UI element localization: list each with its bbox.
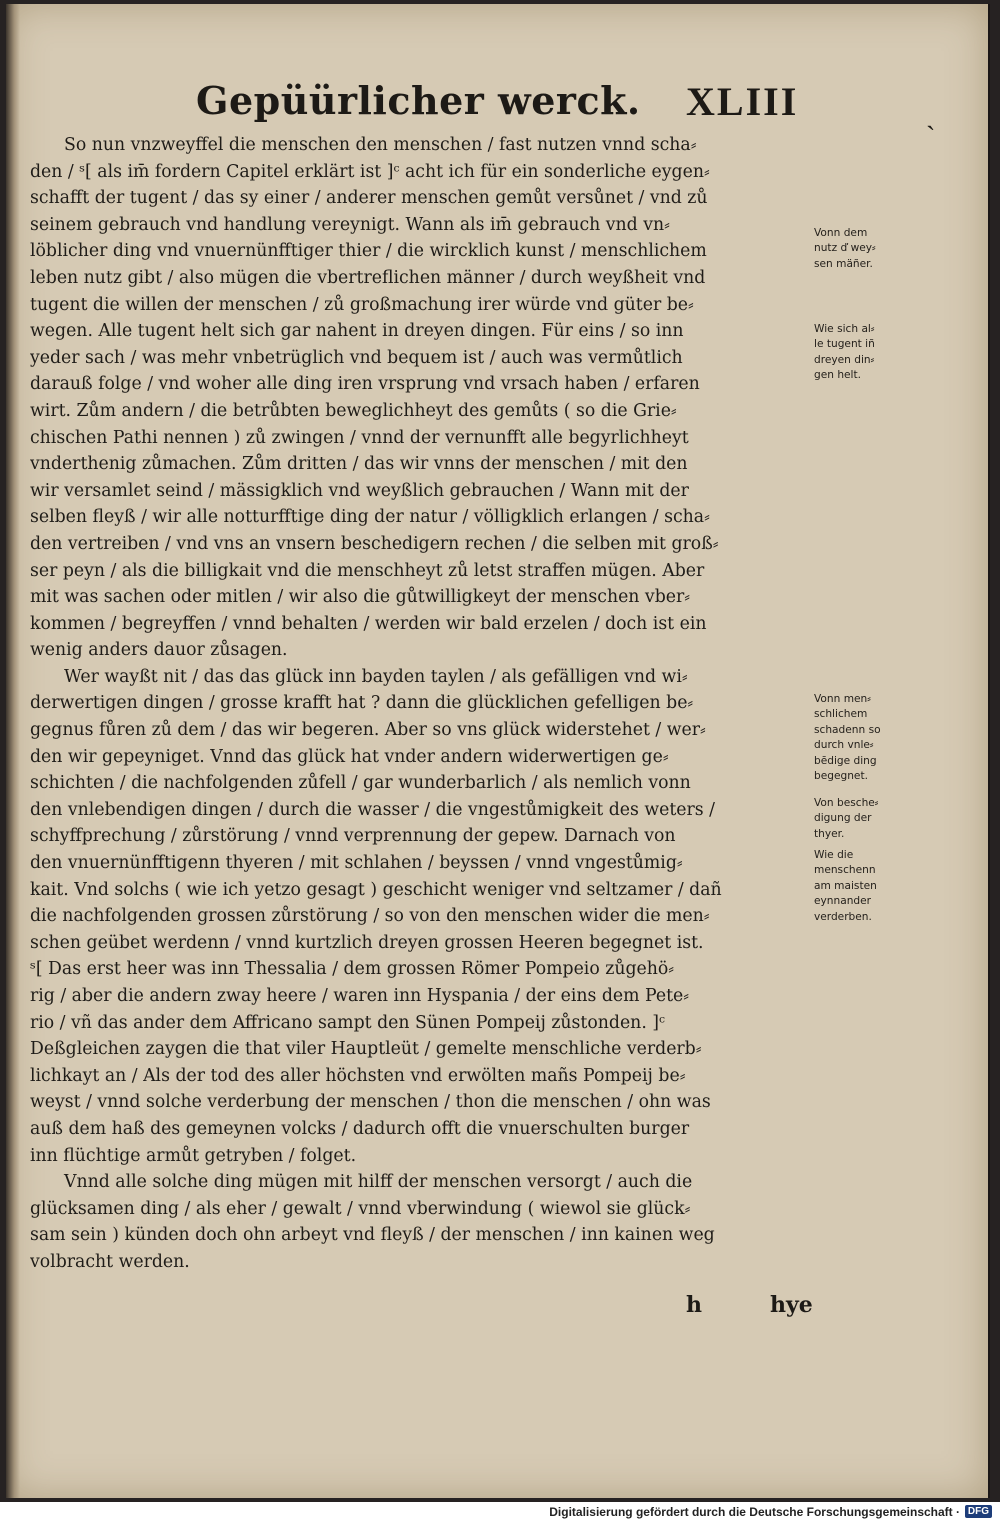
text-line: yeder sach / was mehr vnbetrüglich vnd bequem ist / auch was vermůtlich bbox=[30, 347, 683, 368]
margin-note-line: eynnander bbox=[814, 895, 872, 908]
margin-note-line: menschenn bbox=[814, 864, 876, 877]
text-line: den vnlebendigen dingen / durch die wasser / die vngestůmigkeit des weters / bbox=[30, 799, 715, 820]
text-line: rio / vñ das ander dem Affricano sampt den Sünen Pompeij zůstonden. ]ᶜ bbox=[30, 1012, 666, 1033]
footer-credit-text: Digitalisierung gefördert durch die Deutsche Forschungsgemeinschaft · bbox=[549, 1505, 960, 1519]
text-line: den wir gepeyniget. Vnnd das glück hat vnder andern widerwertigen ge⸗ bbox=[30, 746, 669, 767]
text-line: löblicher ding vnd vnuernünfftiger thier / die wircklich kunst / menschlichem bbox=[30, 241, 707, 262]
margin-note bbox=[814, 226, 914, 272]
text-line: Vnnd alle solche ding mügen mit hilff der menschen versorgt / auch die bbox=[64, 1172, 693, 1193]
running-head: Gepüürlicher werck. bbox=[196, 78, 641, 123]
text-line: den / ˢ[ als im̄ fordern Capitel erklärt ist ]ᶜ acht ich für ein sonderliche eygen⸗ bbox=[30, 161, 710, 182]
text-line: inn flüchtige armůt getryben / folget. bbox=[30, 1145, 357, 1166]
footer-bar bbox=[0, 1502, 1000, 1523]
margin-note-line: schadenn so bbox=[814, 723, 881, 736]
text-line: gegnus fůren zů dem / das wir begeren. Aber so vns glück widerstehet / wer⸗ bbox=[30, 720, 706, 741]
text-line: schichten / die nachfolgenden zůfell / gar wunderbarlich / als nemlich vonn bbox=[30, 773, 691, 794]
text-line: seinem gebrauch vnd handlung vereynigt. Wann als im̄ gebrauch vnd vn⸗ bbox=[30, 214, 670, 235]
margin-note bbox=[814, 322, 914, 384]
page-gutter-shadow bbox=[6, 4, 20, 1498]
text-line: volbracht werden. bbox=[30, 1251, 190, 1272]
margin-note bbox=[814, 692, 914, 784]
margin-note-line: thyer. bbox=[814, 827, 845, 840]
margin-note-line: verderben. bbox=[814, 910, 872, 923]
folio-number: XLIII bbox=[686, 79, 799, 124]
body-text bbox=[30, 132, 806, 1276]
text-line: schen geübet werdenn / vnnd kurtzlich dreyen grossen Heeren begegnet ist. bbox=[30, 932, 704, 953]
text-line: Wer wayßt nit / das das glück inn bayden taylen / als gefälligen vnd wi⸗ bbox=[64, 666, 688, 687]
text-line: darauß folge / vnd woher alle ding iren vrsprung vnd vrsach haben / erfaren bbox=[30, 374, 700, 395]
text-line: rig / aber die andern zway heere / waren inn Hyspania / der eins dem Pete⸗ bbox=[30, 986, 690, 1006]
margin-note-line: nutz ď wey⸗ bbox=[814, 242, 876, 255]
text-line: den vertreiben / vnd vns an vnsern beschedigern rechen / die selben mit groß⸗ bbox=[30, 533, 719, 554]
margin-note-line: Wie die bbox=[814, 849, 854, 861]
text-line: So nun vnzweyffel die menschen den menschen / fast nutzen vnnd scha⸗ bbox=[64, 135, 697, 155]
text-line: den vnuernünfftigenn thyeren / mit schlahen / beyssen / vnnd vngestůmig⸗ bbox=[30, 853, 683, 874]
margin-note-line: schlichem bbox=[814, 708, 868, 721]
text-line: kommen / begreyffen / vnnd behalten / werden wir bald erzelen / doch ist ein bbox=[30, 613, 707, 634]
text-line: kait. Vnd solchs ( wie ich yetzo gesagt ) geschicht weniger vnd seltzamer / dañ bbox=[30, 879, 722, 900]
margin-note-line: Vonn dem bbox=[814, 227, 868, 239]
text-line: Deßgleichen zaygen die that viler Hauptleüt / gemelte menschliche verderb⸗ bbox=[30, 1039, 702, 1060]
margin-note bbox=[814, 848, 914, 925]
margin-note-line: Wie sich al⸗ bbox=[814, 323, 875, 335]
margin-note-line: sen mäñer. bbox=[814, 257, 873, 270]
margin-note bbox=[814, 796, 914, 842]
text-line: wirt. Zům andern / die betrůbten beweglichheyt des gemůts ( so die Grie⸗ bbox=[30, 400, 677, 421]
text-line: wenig anders dauor zůsagen. bbox=[30, 640, 288, 661]
text-line: chischen Pathi nennen ) zů zwingen / vnnd der vernunfft alle begyrlichheyt bbox=[30, 427, 689, 448]
text-line: selben fleyß / wir alle notturfftige ding der natur / völligklich erlangen / scha⸗ bbox=[30, 507, 710, 528]
text-line: leben nutz gibt / also mügen die vbertreflichen männer / durch weyßheit vnd bbox=[30, 267, 706, 288]
text-line: schyffprechung / zůrstörung / vnnd verprennung der gepew. Darnach von bbox=[30, 826, 676, 847]
margin-note-line: digung der bbox=[814, 812, 872, 825]
margin-note-line: gen helt. bbox=[814, 369, 862, 382]
text-line: sam sein ) künden doch ohn arbeyt vnd fleyß / der menschen / inn kainen weg bbox=[30, 1225, 715, 1246]
text-line: glücksamen ding / als eher / gewalt / vnnd vberwindung ( wiewol sie glück⸗ bbox=[30, 1198, 691, 1219]
catchword: hye bbox=[770, 1292, 813, 1318]
text-line: lichkayt an / Als der tod des aller höchsten vnd erwölten mañs Pompeij be⸗ bbox=[30, 1065, 686, 1086]
text-line: wir versamlet seind / mässigklich vnd weyßlich gebrauchen / Wann mit der bbox=[30, 480, 689, 501]
text-line: auß dem haß des gemeynen volcks / dadurch offt die vnuerschulten burger bbox=[30, 1118, 690, 1139]
corner-mark: ˎ bbox=[926, 98, 936, 131]
text-line: mit was sachen oder mitlen / wir also die gůtwilligkeyt der menschen vber⸗ bbox=[30, 587, 690, 608]
text-line: vnderthenig zůmachen. Zům dritten / das wir vnns der menschen / mit den bbox=[30, 454, 688, 475]
text-line: ˢ[ Das erst heer was inn Thessalia / dem grossen Römer Pompeio zůgehö⸗ bbox=[30, 959, 675, 980]
margin-note-line: Von besche⸗ bbox=[814, 797, 879, 809]
text-line: tugent die willen der menschen / zů großmachung irer würde vnd güter be⸗ bbox=[30, 294, 694, 315]
text-line: derwertigen dingen / grosse krafft hat ? dann die glücklichen gefelligen be⸗ bbox=[30, 693, 694, 714]
margin-note-line: Vonn men⸗ bbox=[814, 693, 871, 705]
margin-note-line: am maisten bbox=[814, 879, 877, 892]
text-line: wegen. Alle tugent helt sich gar nahent in dreyen dingen. Für eins / so inn bbox=[30, 321, 684, 342]
margin-note-line: begegnet. bbox=[814, 770, 868, 783]
text-line: weyst / vnnd solche verderbung der menschen / thon die menschen / ohn was bbox=[30, 1092, 711, 1113]
text-line: ser peyn / als die billigkait vnd die menschheyt zů letst straffen mügen. Aber bbox=[30, 560, 705, 581]
margin-note-line: durch vnle⸗ bbox=[814, 739, 874, 752]
margin-note-line: dreyen din⸗ bbox=[814, 353, 875, 366]
catchword-signature: h bbox=[686, 1292, 702, 1318]
margin-note-line: le tugent iñ bbox=[814, 338, 875, 351]
margin-note-line: bēdige ding bbox=[814, 754, 877, 767]
dfg-logo: DFG bbox=[965, 1505, 992, 1518]
text-line: die nachfolgenden grossen zůrstörung / so von den menschen wider die men⸗ bbox=[30, 906, 710, 927]
text-line: schafft der tugent / das sy einer / anderer menschen gemůt versůnet / vnd zů bbox=[30, 188, 708, 209]
